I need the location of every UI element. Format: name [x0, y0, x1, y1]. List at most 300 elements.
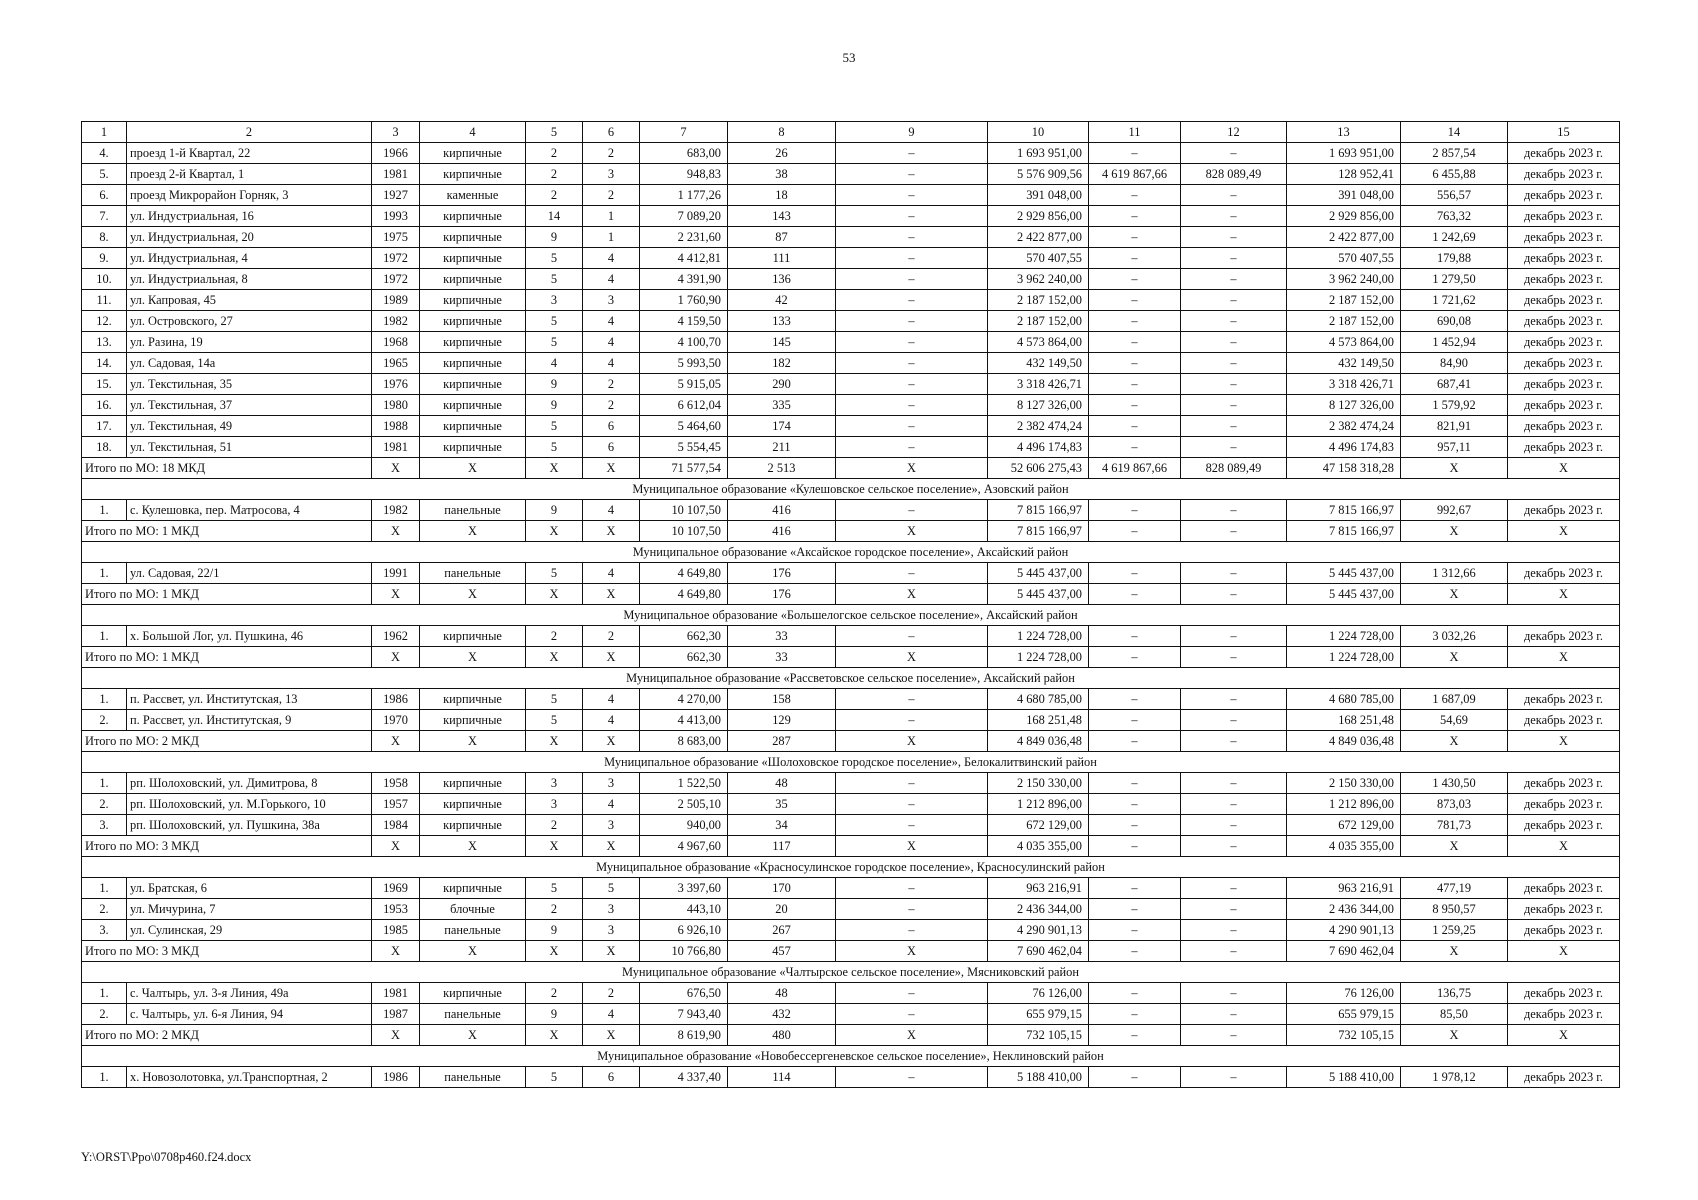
table-cell: 9 — [526, 920, 583, 941]
total-row — [82, 941, 1620, 962]
table-cell: кирпичные — [420, 206, 526, 227]
table-cell: – — [836, 353, 988, 374]
table-cell: 2. — [82, 710, 127, 731]
table-cell: 1958 — [372, 773, 420, 794]
total-cell: – — [1089, 1025, 1181, 1046]
table-cell: 3 — [583, 920, 640, 941]
table-cell: 76 126,00 — [988, 983, 1089, 1004]
table-cell: декабрь 2023 г. — [1508, 437, 1620, 458]
table-row — [82, 1067, 1620, 1088]
table-cell: – — [1181, 710, 1287, 731]
table-cell: 1989 — [372, 290, 420, 311]
address-cell: ул. Разина, 19 — [127, 332, 372, 353]
table-cell: 1987 — [372, 1004, 420, 1025]
column-number-row — [82, 122, 1620, 143]
table-cell: декабрь 2023 г. — [1508, 353, 1620, 374]
table-cell: 655 979,15 — [1287, 1004, 1401, 1025]
total-cell: X — [372, 521, 420, 542]
table-cell: 2 231,60 — [640, 227, 728, 248]
table-cell: – — [1181, 332, 1287, 353]
table-cell: – — [1089, 626, 1181, 647]
table-cell: – — [1089, 1004, 1181, 1025]
total-cell: X — [1401, 941, 1508, 962]
table-cell: 7 943,40 — [640, 1004, 728, 1025]
table-cell: 1 259,25 — [1401, 920, 1508, 941]
table-cell: кирпичные — [420, 311, 526, 332]
table-row — [82, 164, 1620, 185]
table-cell: кирпичные — [420, 332, 526, 353]
table-cell: 13. — [82, 332, 127, 353]
table-cell: 133 — [728, 311, 836, 332]
table-cell: 8 950,57 — [1401, 899, 1508, 920]
table-cell: 5. — [82, 164, 127, 185]
table-cell: 18 — [728, 185, 836, 206]
table-row — [82, 185, 1620, 206]
table-row — [82, 920, 1620, 941]
total-cell: 71 577,54 — [640, 458, 728, 479]
table-cell: 5 188 410,00 — [988, 1067, 1089, 1088]
total-cell: X — [526, 1025, 583, 1046]
section-header-row — [82, 542, 1620, 563]
table-cell: – — [1181, 815, 1287, 836]
table-cell: 9. — [82, 248, 127, 269]
table-cell: 1970 — [372, 710, 420, 731]
table-cell: 3 — [583, 815, 640, 836]
table-cell: 4 — [583, 563, 640, 584]
page-number: 53 — [842, 50, 856, 65]
table-cell: – — [1089, 269, 1181, 290]
table-cell: 5 — [526, 710, 583, 731]
total-cell: – — [1181, 584, 1287, 605]
total-cell: X — [420, 836, 526, 857]
table-cell: кирпичные — [420, 794, 526, 815]
table-cell: 14. — [82, 353, 127, 374]
table-cell: 5 188 410,00 — [1287, 1067, 1401, 1088]
table-cell: 1. — [82, 1067, 127, 1088]
address-cell: проезд 2-й Квартал, 1 — [127, 164, 372, 185]
total-cell: X — [1508, 731, 1620, 752]
table-cell: – — [1181, 500, 1287, 521]
table-cell: 143 — [728, 206, 836, 227]
table-cell: 6 612,04 — [640, 395, 728, 416]
table-cell: 2 857,54 — [1401, 143, 1508, 164]
table-cell: – — [1089, 332, 1181, 353]
table-cell: 1 452,94 — [1401, 332, 1508, 353]
table-cell: – — [836, 332, 988, 353]
table-cell: 10 107,50 — [640, 500, 728, 521]
table-cell: 16. — [82, 395, 127, 416]
column-number-cell: 15 — [1508, 122, 1620, 143]
total-cell: 7 815 166,97 — [988, 521, 1089, 542]
table-cell: 4 — [583, 269, 640, 290]
table-cell: 42 — [728, 290, 836, 311]
table-cell: 3 962 240,00 — [1287, 269, 1401, 290]
table-cell: 211 — [728, 437, 836, 458]
table-cell: 2 187 152,00 — [988, 311, 1089, 332]
table-cell: кирпичные — [420, 164, 526, 185]
column-number-cell: 4 — [420, 122, 526, 143]
total-cell: X — [1401, 521, 1508, 542]
table-cell: 129 — [728, 710, 836, 731]
table-cell: 443,10 — [640, 899, 728, 920]
section-header-row — [82, 479, 1620, 500]
table-cell: 76 126,00 — [1287, 983, 1401, 1004]
column-number-cell: 13 — [1287, 122, 1401, 143]
table-cell: 1. — [82, 773, 127, 794]
table-cell: – — [1181, 143, 1287, 164]
table-cell: – — [836, 500, 988, 521]
total-label: Итого по МО: 2 МКД — [82, 731, 372, 752]
table-row — [82, 227, 1620, 248]
column-number-cell: 12 — [1181, 122, 1287, 143]
total-cell: X — [583, 521, 640, 542]
table-cell: – — [836, 1004, 988, 1025]
table-cell: – — [836, 374, 988, 395]
table-cell: 1 312,66 — [1401, 563, 1508, 584]
table-cell: 4 496 174,83 — [988, 437, 1089, 458]
table-cell: 4 — [583, 500, 640, 521]
table-cell: декабрь 2023 г. — [1508, 983, 1620, 1004]
table-cell: 1966 — [372, 143, 420, 164]
total-cell: X — [420, 458, 526, 479]
table-cell: 176 — [728, 563, 836, 584]
table-cell: 676,50 — [640, 983, 728, 1004]
table-cell: 1981 — [372, 164, 420, 185]
table-cell: 1. — [82, 983, 127, 1004]
table-cell: 33 — [728, 626, 836, 647]
table-cell: 1 242,69 — [1401, 227, 1508, 248]
table-cell: 687,41 — [1401, 374, 1508, 395]
section-title: Муниципальное образование «Чалтырское сельское поселение», Мясниковский район — [82, 962, 1620, 983]
table-cell: 5 464,60 — [640, 416, 728, 437]
table-cell: 7. — [82, 206, 127, 227]
table-cell: 3 — [583, 290, 640, 311]
table-cell: 2 382 474,24 — [988, 416, 1089, 437]
table-cell: – — [836, 269, 988, 290]
table-cell: 168 251,48 — [988, 710, 1089, 731]
table-cell: – — [1181, 416, 1287, 437]
table-row — [82, 899, 1620, 920]
table-cell: 5 — [526, 437, 583, 458]
table-cell: 5 576 909,56 — [988, 164, 1089, 185]
table-cell: 432 149,50 — [1287, 353, 1401, 374]
table-row — [82, 626, 1620, 647]
table-body — [82, 122, 1620, 1088]
table-cell: 5 445 437,00 — [1287, 563, 1401, 584]
total-cell: X — [1508, 521, 1620, 542]
table-cell: 179,88 — [1401, 248, 1508, 269]
total-row — [82, 521, 1620, 542]
table-cell: – — [1089, 185, 1181, 206]
section-title: Муниципальное образование «Кулешовское сельское поселение», Азовский район — [82, 479, 1620, 500]
total-cell: 732 105,15 — [988, 1025, 1089, 1046]
table-cell: декабрь 2023 г. — [1508, 773, 1620, 794]
table-cell: – — [1181, 311, 1287, 332]
total-cell: 4 849 036,48 — [1287, 731, 1401, 752]
table-cell: 948,83 — [640, 164, 728, 185]
table-cell: декабрь 2023 г. — [1508, 374, 1620, 395]
table-cell: 5 554,45 — [640, 437, 728, 458]
table-cell: – — [1181, 269, 1287, 290]
table-cell: кирпичные — [420, 269, 526, 290]
table-cell: – — [836, 437, 988, 458]
total-cell: 8 619,90 — [640, 1025, 728, 1046]
table-cell: 2 505,10 — [640, 794, 728, 815]
section-title: Муниципальное образование «Новобессергеневское сельское поселение», Неклиновский район — [82, 1046, 1620, 1067]
table-cell: 2 — [583, 395, 640, 416]
table-cell: 5 — [526, 1067, 583, 1088]
column-number-cell: 8 — [728, 122, 836, 143]
total-cell: – — [1181, 836, 1287, 857]
total-cell: – — [1089, 731, 1181, 752]
total-cell: 8 683,00 — [640, 731, 728, 752]
total-row — [82, 584, 1620, 605]
total-label: Итого по МО: 18 МКД — [82, 458, 372, 479]
total-cell: X — [1508, 584, 1620, 605]
table-cell: декабрь 2023 г. — [1508, 563, 1620, 584]
total-cell: 176 — [728, 584, 836, 605]
table-cell: 1. — [82, 626, 127, 647]
total-cell: 4 619 867,66 — [1089, 458, 1181, 479]
table-cell: 26 — [728, 143, 836, 164]
total-cell: 4 849 036,48 — [988, 731, 1089, 752]
total-cell: 4 035 355,00 — [1287, 836, 1401, 857]
table-cell: – — [1089, 710, 1181, 731]
table-cell: 7 815 166,97 — [1287, 500, 1401, 521]
total-cell: X — [1508, 647, 1620, 668]
table-cell: 828 089,49 — [1181, 164, 1287, 185]
table-cell: 2 187 152,00 — [1287, 311, 1401, 332]
table-cell: 1 279,50 — [1401, 269, 1508, 290]
address-cell: ул. Садовая, 14а — [127, 353, 372, 374]
section-title: Муниципальное образование «Рассветовское сельское поселение», Аксайский район — [82, 668, 1620, 689]
table-row — [82, 794, 1620, 815]
table-cell: декабрь 2023 г. — [1508, 689, 1620, 710]
table-cell: 1993 — [372, 206, 420, 227]
total-label: Итого по МО: 1 МКД — [82, 521, 372, 542]
table-cell: – — [836, 563, 988, 584]
table-cell: 4 337,40 — [640, 1067, 728, 1088]
table-cell: 3 — [583, 773, 640, 794]
table-cell: 1 687,09 — [1401, 689, 1508, 710]
table-cell: кирпичные — [420, 773, 526, 794]
table-cell: 9 — [526, 227, 583, 248]
total-cell: X — [372, 941, 420, 962]
total-cell: X — [420, 584, 526, 605]
table-cell: – — [836, 290, 988, 311]
total-cell: – — [1181, 521, 1287, 542]
table-cell: декабрь 2023 г. — [1508, 794, 1620, 815]
total-cell: 7 690 462,04 — [988, 941, 1089, 962]
table-cell: декабрь 2023 г. — [1508, 185, 1620, 206]
table-cell: 54,69 — [1401, 710, 1508, 731]
table-row — [82, 815, 1620, 836]
total-cell: X — [836, 941, 988, 962]
address-cell: ул. Индустриальная, 16 — [127, 206, 372, 227]
total-cell: X — [526, 647, 583, 668]
table-cell: 3 — [526, 773, 583, 794]
total-cell: X — [1508, 1025, 1620, 1046]
total-cell: X — [836, 836, 988, 857]
table-row — [82, 437, 1620, 458]
table-cell: 1982 — [372, 311, 420, 332]
table-cell: 690,08 — [1401, 311, 1508, 332]
total-cell: 4 967,60 — [640, 836, 728, 857]
table-cell: 4 — [583, 311, 640, 332]
section-header-row — [82, 1046, 1620, 1067]
total-cell: 732 105,15 — [1287, 1025, 1401, 1046]
table-cell: 2 929 856,00 — [1287, 206, 1401, 227]
table-cell: кирпичные — [420, 248, 526, 269]
table-cell: 2 — [583, 374, 640, 395]
table-cell: 5 — [526, 563, 583, 584]
table-cell: 1 430,50 — [1401, 773, 1508, 794]
address-cell: ул. Текстильная, 51 — [127, 437, 372, 458]
table-cell: – — [1089, 878, 1181, 899]
table-cell: кирпичные — [420, 395, 526, 416]
table-cell: 2. — [82, 794, 127, 815]
table-cell: 114 — [728, 1067, 836, 1088]
table-cell: 873,03 — [1401, 794, 1508, 815]
table-cell: 1 — [583, 227, 640, 248]
table-cell: кирпичные — [420, 416, 526, 437]
column-number-cell: 2 — [127, 122, 372, 143]
total-cell: X — [372, 1025, 420, 1046]
table-cell: 2 — [526, 164, 583, 185]
table-cell: – — [1181, 983, 1287, 1004]
total-cell: X — [372, 647, 420, 668]
table-cell: 335 — [728, 395, 836, 416]
table-cell: 2 422 877,00 — [988, 227, 1089, 248]
table-cell: – — [1181, 1067, 1287, 1088]
table-cell: – — [1089, 815, 1181, 836]
table-cell: 5 993,50 — [640, 353, 728, 374]
table-cell: 4 159,50 — [640, 311, 728, 332]
address-cell: ул. Сулинская, 29 — [127, 920, 372, 941]
total-cell: X — [526, 584, 583, 605]
total-cell: – — [1089, 584, 1181, 605]
total-cell: X — [836, 731, 988, 752]
table-cell: кирпичные — [420, 437, 526, 458]
address-cell: х. Новозолотовка, ул.Транспортная, 2 — [127, 1067, 372, 1088]
table-cell: декабрь 2023 г. — [1508, 248, 1620, 269]
table-cell: панельные — [420, 500, 526, 521]
table-cell: 992,67 — [1401, 500, 1508, 521]
section-header-row — [82, 668, 1620, 689]
section-header-row — [82, 752, 1620, 773]
table-cell: 5 — [526, 269, 583, 290]
total-cell: X — [526, 458, 583, 479]
total-cell: X — [526, 521, 583, 542]
table-cell: 14 — [526, 206, 583, 227]
table-cell: 1 760,90 — [640, 290, 728, 311]
total-cell: – — [1089, 521, 1181, 542]
table-cell: 4 — [583, 248, 640, 269]
table-cell: – — [836, 689, 988, 710]
table-cell: 2 929 856,00 — [988, 206, 1089, 227]
table-cell: – — [1089, 206, 1181, 227]
table-cell: – — [1181, 1004, 1287, 1025]
table-cell: 963 216,91 — [1287, 878, 1401, 899]
table-cell: 3 397,60 — [640, 878, 728, 899]
total-cell: X — [1508, 836, 1620, 857]
table-cell: 570 407,55 — [1287, 248, 1401, 269]
total-cell: X — [420, 731, 526, 752]
table-cell: 2 — [526, 899, 583, 920]
table-cell: 136 — [728, 269, 836, 290]
table-cell: 85,50 — [1401, 1004, 1508, 1025]
table-cell: 20 — [728, 899, 836, 920]
table-cell: 1985 — [372, 920, 420, 941]
table-row — [82, 416, 1620, 437]
table-cell: 4 290 901,13 — [1287, 920, 1401, 941]
total-cell: – — [1181, 647, 1287, 668]
table-cell: 2 — [583, 143, 640, 164]
table-cell: 2 — [583, 185, 640, 206]
table-cell: – — [1181, 206, 1287, 227]
table-cell: 3 — [583, 164, 640, 185]
table-cell: 4 649,80 — [640, 563, 728, 584]
table-cell: декабрь 2023 г. — [1508, 206, 1620, 227]
table-cell: 1988 — [372, 416, 420, 437]
address-cell: ул. Текстильная, 49 — [127, 416, 372, 437]
total-cell: 5 445 437,00 — [988, 584, 1089, 605]
table-cell: 4 — [583, 689, 640, 710]
total-cell: X — [420, 521, 526, 542]
table-cell: – — [1089, 353, 1181, 374]
table-cell: 3 032,26 — [1401, 626, 1508, 647]
table-row — [82, 374, 1620, 395]
table-cell: 2 436 344,00 — [1287, 899, 1401, 920]
total-cell: X — [836, 521, 988, 542]
table-cell: 158 — [728, 689, 836, 710]
total-cell: X — [583, 584, 640, 605]
table-row — [82, 395, 1620, 416]
total-label: Итого по МО: 2 МКД — [82, 1025, 372, 1046]
table-cell: 3. — [82, 920, 127, 941]
table-cell: – — [1089, 689, 1181, 710]
total-label: Итого по МО: 1 МКД — [82, 584, 372, 605]
table-cell: кирпичные — [420, 227, 526, 248]
total-cell: X — [526, 941, 583, 962]
table-cell: кирпичные — [420, 878, 526, 899]
table-cell: кирпичные — [420, 290, 526, 311]
total-cell: X — [420, 941, 526, 962]
table-cell: – — [1181, 878, 1287, 899]
table-cell: 267 — [728, 920, 836, 941]
table-cell: 290 — [728, 374, 836, 395]
table-cell: декабрь 2023 г. — [1508, 878, 1620, 899]
table-cell: – — [836, 920, 988, 941]
table-cell: – — [836, 143, 988, 164]
table-cell: 1 693 951,00 — [1287, 143, 1401, 164]
total-cell: 4 035 355,00 — [988, 836, 1089, 857]
address-cell: ул. Текстильная, 37 — [127, 395, 372, 416]
total-cell: 457 — [728, 941, 836, 962]
table-cell: – — [1181, 689, 1287, 710]
table-cell: 9 — [526, 395, 583, 416]
table-cell: 3 962 240,00 — [988, 269, 1089, 290]
table-cell: – — [836, 164, 988, 185]
address-cell: п. Рассвет, ул. Институтская, 9 — [127, 710, 372, 731]
total-row — [82, 647, 1620, 668]
address-cell: ул. Островского, 27 — [127, 311, 372, 332]
table-cell: 8 127 326,00 — [1287, 395, 1401, 416]
table-cell: – — [1181, 353, 1287, 374]
table-cell: 4 496 174,83 — [1287, 437, 1401, 458]
table-cell: – — [836, 710, 988, 731]
table-cell: 1957 — [372, 794, 420, 815]
